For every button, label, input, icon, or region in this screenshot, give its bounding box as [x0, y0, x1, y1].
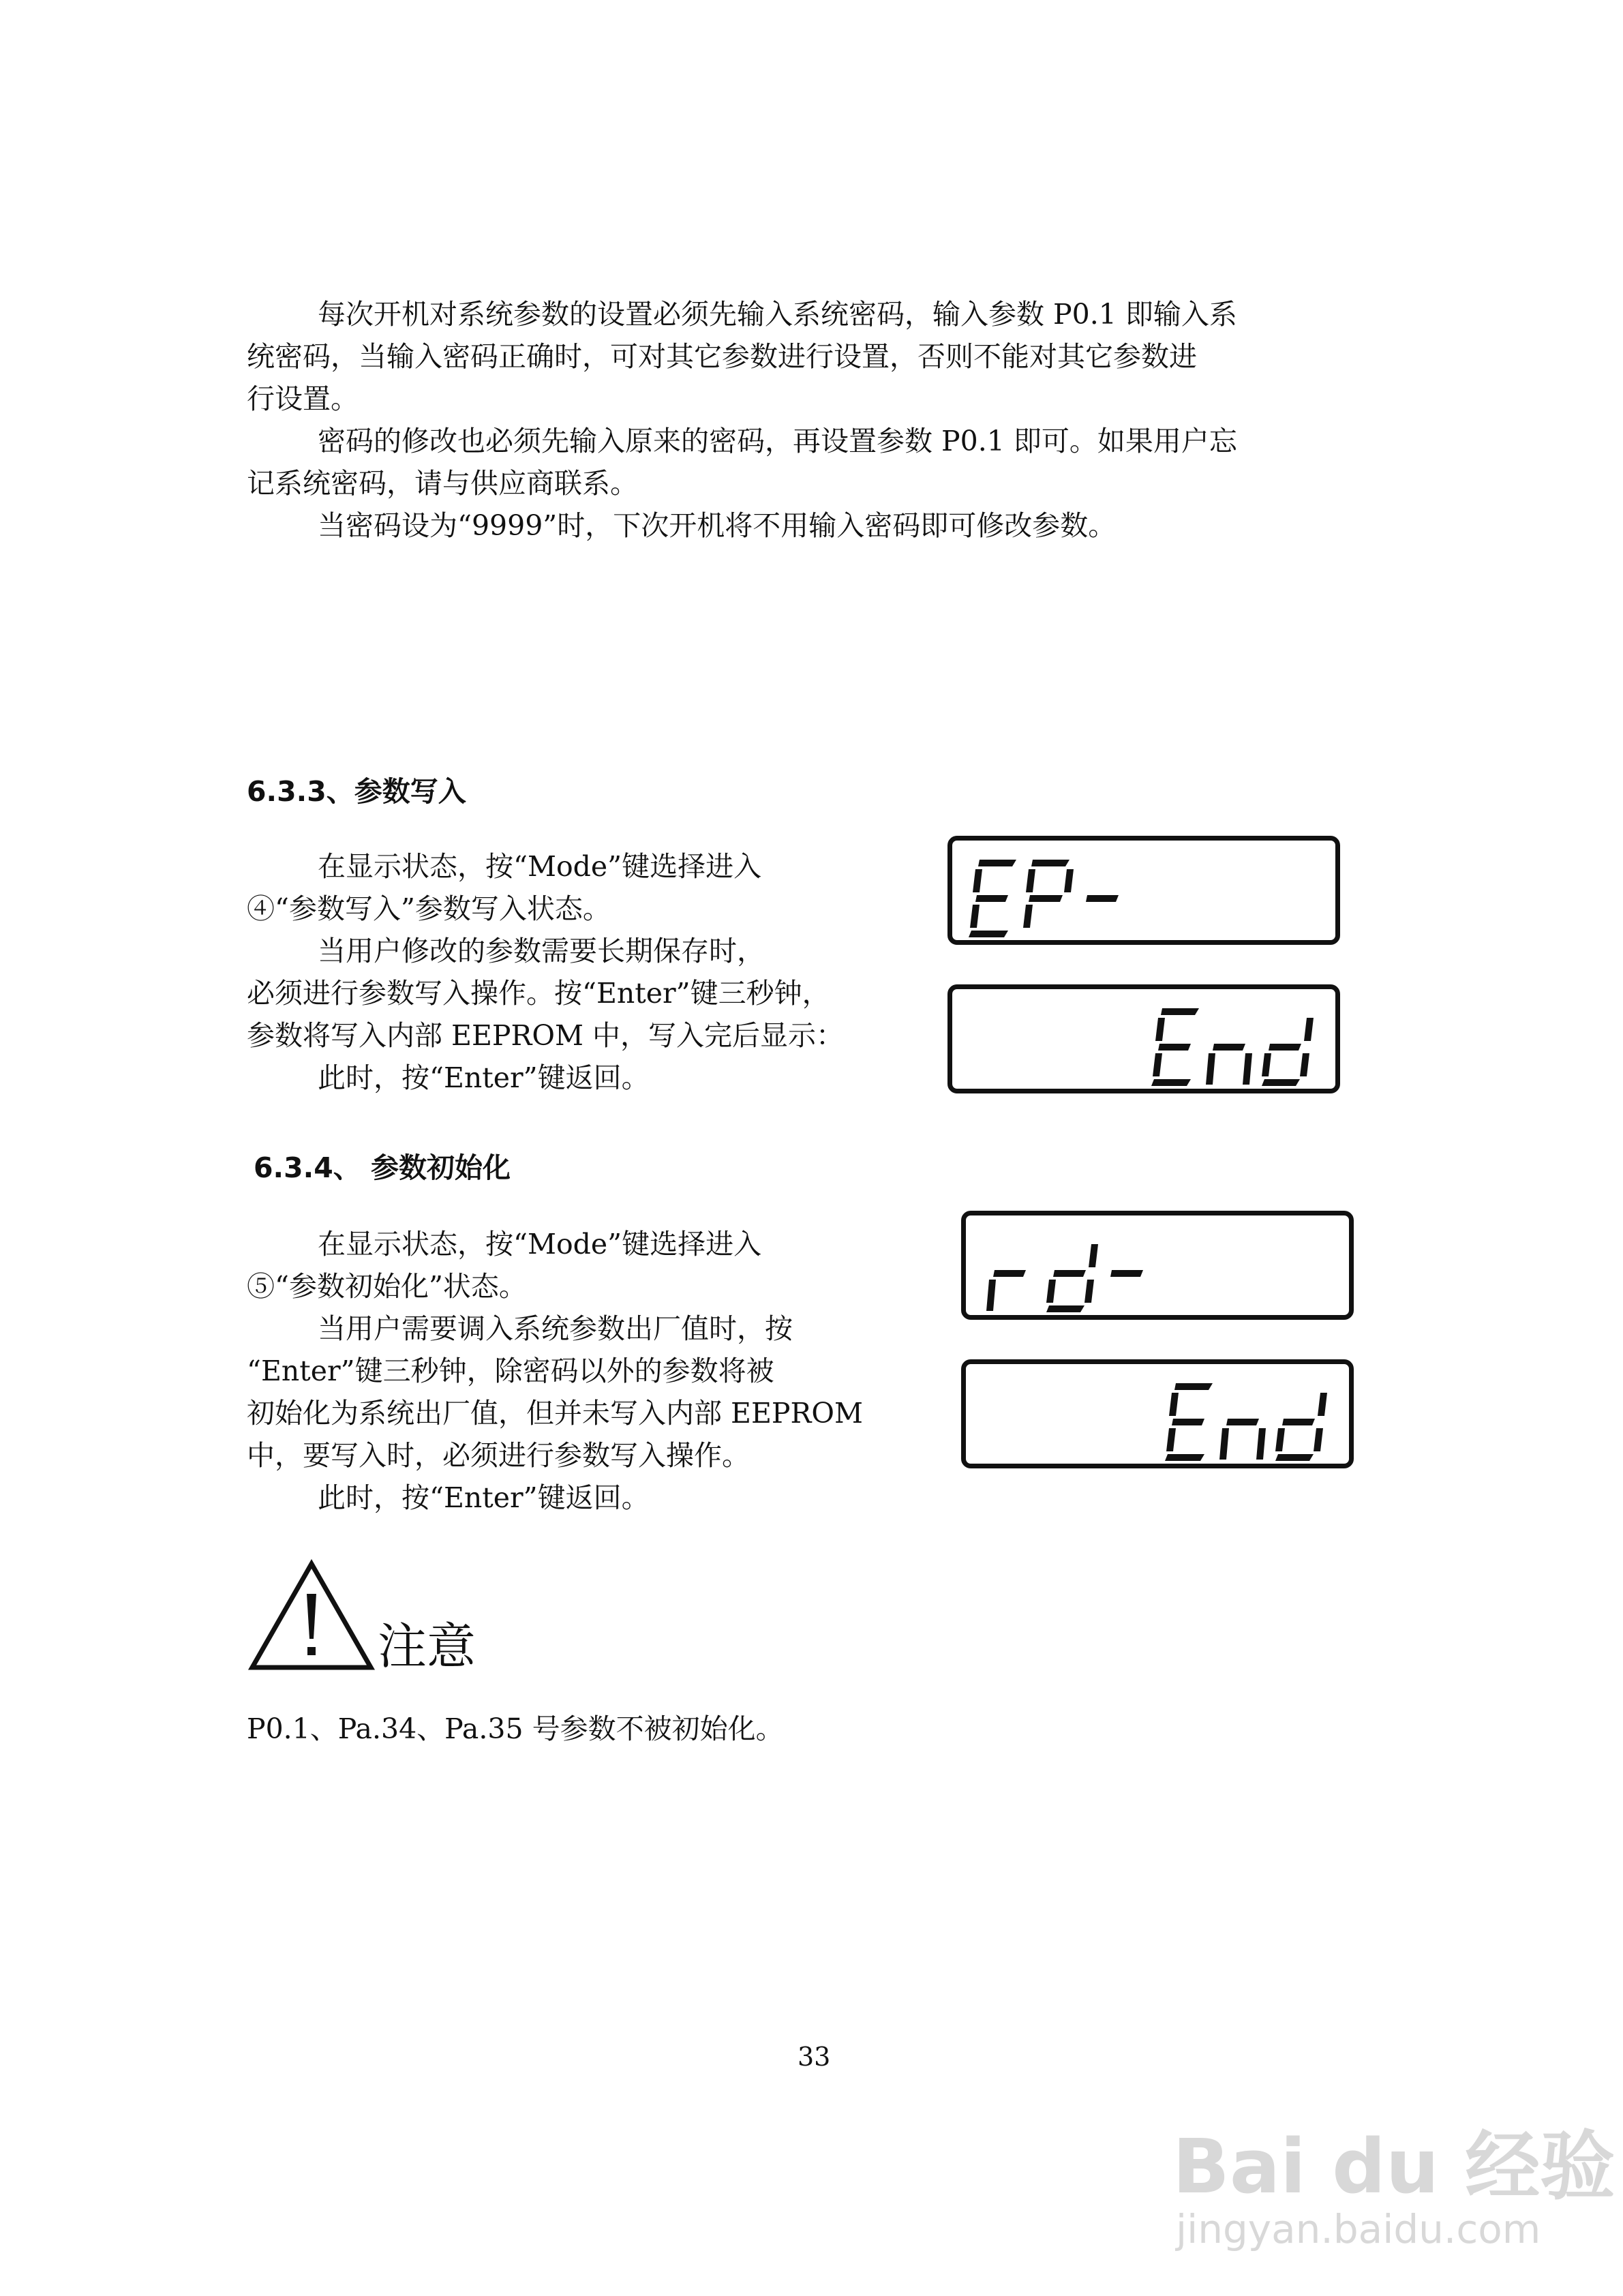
section-634-line: 当用户需要调入系统参数出厂值时，按 [318, 1312, 793, 1345]
watermark-brand-text: Bai du 经验 [1172, 2123, 1616, 2210]
section-634-body [247, 1223, 942, 1519]
lcd-text-end [952, 989, 1345, 1098]
intro-paragraph-2 [247, 420, 1392, 504]
page-number: 33 [798, 2042, 831, 2072]
notice-title: 注意 [378, 1618, 476, 1675]
section-634-line: 初始化为系统出厂值，但并未写入内部 EEPROM [247, 1397, 863, 1430]
section-634-heading: 6.3.4、 参数初始化 [254, 1151, 511, 1184]
notice-text: P0.1、Pa.34、Pa.35 号参数不被初始化。 [247, 1712, 784, 1745]
lcd-display-ep [947, 836, 1340, 945]
lcd-display-rd [961, 1211, 1354, 1320]
watermark-brand [1172, 2106, 1615, 2214]
section-634-line: 在显示状态，按“Mode”键选择进入 [318, 1228, 762, 1260]
section-633-body [247, 845, 942, 1099]
section-633-line: 当用户修改的参数需要长期保存时， [318, 935, 765, 967]
intro-p2-line2: 记系统密码，请与供应商联系。 [247, 467, 638, 500]
lcd-text-end [966, 1364, 1359, 1473]
section-633-line: 在显示状态，按“Mode”键选择进入 [318, 850, 762, 883]
section-633-heading: 6.3.3、参数写入 [247, 775, 466, 808]
watermark-url: jingyan.baidu.com [1176, 2206, 1541, 2252]
section-634-line: 中，要写入时，必须进行参数写入操作。 [247, 1439, 750, 1472]
section-633-line: ④“参数写入”参数写入状态。 [247, 892, 611, 925]
warning-triangle-icon [247, 1558, 376, 1674]
intro-p3-line1: 当密码设为“9999”时，下次开机将不用输入密码即可修改参数。 [318, 509, 1117, 542]
lcd-display-end-1 [947, 984, 1340, 1093]
lcd-text-rd [966, 1215, 1359, 1325]
section-634-line: “Enter”键三秒钟，除密码以外的参数将被 [247, 1355, 774, 1387]
intro-p1-line3: 行设置。 [247, 382, 359, 415]
intro-paragraph-3 [247, 504, 1392, 547]
lcd-text-ep [952, 841, 1345, 950]
intro-p1-line1: 每次开机对系统参数的设置必须先输入系统密码，输入参数 P0.1 即输入系 [318, 298, 1237, 331]
intro-paragraph-1 [247, 293, 1392, 420]
section-633-line: 参数将写入内部 EEPROM 中，写入完后显示： [247, 1019, 844, 1052]
section-633-line: 此时，按“Enter”键返回。 [318, 1061, 650, 1094]
intro-p1-line2: 统密码，当输入密码正确时，可对其它参数进行设置，否则不能对其它参数进 [247, 340, 1197, 373]
section-634-line: 此时，按“Enter”键返回。 [318, 1481, 650, 1514]
section-634-line: ⑤“参数初始化”状态。 [247, 1270, 527, 1303]
intro-p2-line1: 密码的修改也必须先输入原来的密码，再设置参数 P0.1 即可。如果用户忘 [318, 425, 1237, 457]
lcd-display-end-2 [961, 1359, 1354, 1468]
section-633-line: 必须进行参数写入操作。按“Enter”键三秒钟， [247, 977, 830, 1010]
